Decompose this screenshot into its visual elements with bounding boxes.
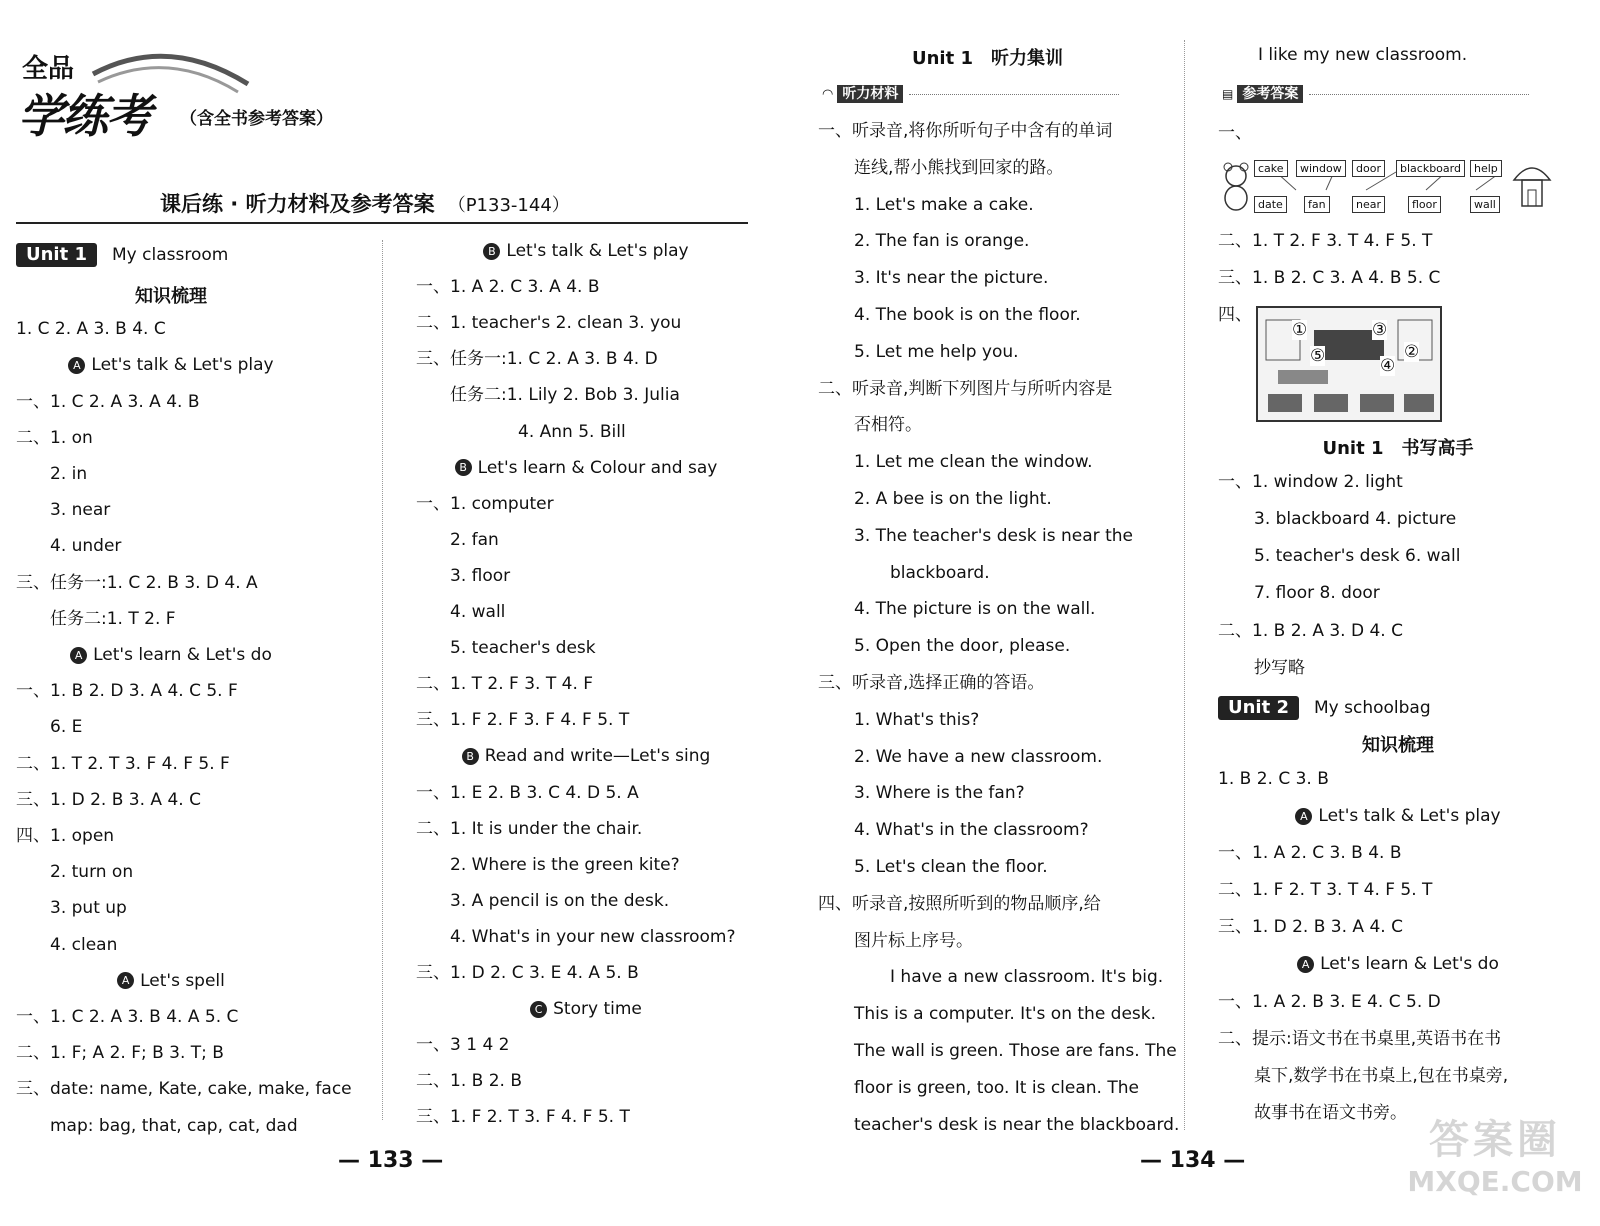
- listening-tag-text: 听力材料: [837, 85, 903, 103]
- col4-answer-2: 二、1. T 2. F 3. T 4. F 5. T: [1218, 231, 1433, 251]
- subsection-heading-text: Let's talk & Let's play: [506, 241, 689, 261]
- text-line: 二、1. teacher's 2. clean 3. you: [416, 313, 682, 334]
- text-line: 二、听录音,判断下列图片与所听内容是: [818, 378, 1113, 399]
- word-bottom-1: date: [1254, 196, 1287, 213]
- text-line: 二、1. It is under the chair.: [416, 818, 643, 839]
- col-divider-2: [1184, 40, 1185, 1130]
- text-line: blackboard.: [890, 562, 990, 583]
- unit1-badge: Unit 1: [16, 243, 97, 267]
- subsection-heading-text: Let's learn & Colour and say: [477, 457, 718, 478]
- subsection-heading-text: Story time: [553, 999, 642, 1020]
- logo-top-text: 全品: [22, 54, 75, 84]
- col-divider-1: [382, 240, 383, 1120]
- text-line: 2. A bee is on the light.: [854, 489, 1052, 509]
- subsection-heading: [416, 457, 756, 479]
- section-mark-icon: A: [1297, 956, 1314, 973]
- subsection-heading: [416, 998, 756, 1020]
- subsection-heading-text: Read and write—Let's sing: [484, 746, 711, 767]
- section-mark-icon: B: [462, 748, 479, 765]
- text-line: 抄写略: [1254, 657, 1305, 678]
- section-heading: Unit 1 书写高手: [1322, 438, 1474, 459]
- text-line: 4. clean: [50, 934, 118, 955]
- text-line: 4. What's in your new classroom?: [450, 926, 736, 947]
- text-line: 一、1. E 2. B 3. C 4. D 5. A: [416, 782, 639, 803]
- subsection-heading-text: Let's learn & Let's do: [1320, 954, 1499, 975]
- text-line: 三、1. F 2. T 3. F 4. F 5. T: [416, 1107, 630, 1128]
- text-line: 5. Let's clean the floor.: [854, 857, 1048, 877]
- text-line: 4. wall: [450, 602, 506, 622]
- watermark-bottom: MXQE.COM: [1407, 1165, 1583, 1198]
- text-line: 四、听录音,按照所听到的物品顺序,给: [818, 893, 1101, 914]
- tag-dotted-line: [909, 94, 1119, 95]
- text-line: 5. Let me help you.: [854, 341, 1019, 362]
- text-line: 5. teacher's desk 6. wall: [1254, 546, 1461, 567]
- text-line: 一、1. window 2. light: [1218, 472, 1403, 493]
- tag-dotted-line-2: [1309, 94, 1529, 95]
- section-mark-icon: A: [68, 357, 85, 374]
- text-line: 四、1. open: [16, 826, 115, 846]
- pic-number-4: ④: [1380, 356, 1396, 376]
- text-line: 一、1. computer: [416, 493, 554, 514]
- subsection-heading: [16, 970, 326, 992]
- pic-number-5: ⑤: [1310, 346, 1326, 366]
- col4-q4-label: 四、: [1218, 305, 1252, 325]
- text-line: 3. near: [50, 500, 111, 521]
- answer-tag-text: 参考答案: [1237, 85, 1303, 103]
- text-line: 1. Let's make a cake.: [854, 194, 1034, 215]
- section-heading: 知识梳理: [1362, 734, 1434, 756]
- classroom-picture: [1256, 306, 1442, 422]
- text-line: floor is green, too. It is clean. The: [854, 1077, 1139, 1098]
- word-bottom-4: floor: [1408, 196, 1441, 213]
- text-line: 二、1. T 2. T 3. F 4. F 5. F: [16, 753, 230, 774]
- text-line: 桌下,数学书在书桌上,包在书桌旁,: [1254, 1065, 1509, 1086]
- text-line: 5. Open the door, please.: [854, 636, 1071, 657]
- logo-note: （含全书参考答案）: [180, 109, 333, 129]
- pic-number-3: ③: [1372, 320, 1388, 340]
- section-mark-icon: A: [1295, 808, 1312, 825]
- text-line: 1. C 2. A 3. B 4. C: [16, 319, 166, 340]
- text-line: 1. Let me clean the window.: [854, 452, 1093, 473]
- text-line: 二、1. B 2. A 3. D 4. C: [1218, 620, 1403, 641]
- text-line: 三、date: name, Kate, cake, make, face: [16, 1079, 352, 1100]
- text-line: 三、1. D 2. B 3. A 4. C: [1218, 917, 1403, 938]
- text-line: 三、任务一:1. C 2. A 3. B 4. D: [416, 349, 658, 370]
- text-line: The wall is green. Those are fans. The: [854, 1041, 1177, 1061]
- word-bottom-3: near: [1352, 196, 1385, 213]
- text-line: 2. in: [50, 464, 88, 484]
- text-line: 3. The teacher's desk is near the: [854, 525, 1133, 546]
- text-line: 1. B 2. C 3. B: [1218, 768, 1329, 789]
- page-title-text: 课后练 · 听力材料及参考答案: [160, 192, 435, 216]
- col4-top-line: I like my new classroom.: [1258, 45, 1468, 65]
- text-line: 4. What's in the classroom?: [854, 820, 1089, 841]
- text-line: 图片标上序号。: [854, 930, 973, 951]
- section-mark-icon: C: [530, 1001, 547, 1018]
- section-mark-icon: A: [70, 647, 87, 664]
- text-line: 3. floor: [450, 565, 511, 586]
- word-top-1: cake: [1254, 160, 1288, 177]
- logo-main-text: 学练考: [18, 89, 150, 143]
- mushroom-house-icon: [1510, 156, 1554, 212]
- col-1: [16, 240, 376, 1140]
- word-top-5: help: [1470, 160, 1502, 177]
- page-number-134: — 134 —: [1140, 1148, 1246, 1173]
- text-line: 2. turn on: [50, 862, 134, 883]
- section-mark-icon: A: [117, 972, 134, 989]
- text-line: 2. fan: [450, 529, 499, 550]
- word-top-4: blackboard: [1396, 160, 1465, 177]
- pic-number-1: ①: [1292, 320, 1308, 340]
- text-line: 一、3 1 4 2: [416, 1035, 510, 1056]
- section-mark-icon: B: [483, 243, 500, 260]
- text-line: 一、1. A 2. C 3. B 4. B: [1218, 843, 1402, 864]
- text-line: 二、1. F 2. T 3. T 4. F 5. T: [1218, 880, 1433, 901]
- unit2-name: My schoolbag: [1314, 697, 1431, 718]
- word-path-diagram: [1218, 150, 1558, 220]
- subsection-heading: [16, 644, 326, 666]
- text-line: This is a computer. It's on the desk.: [854, 1004, 1157, 1025]
- bear-icon: [1218, 162, 1254, 212]
- text-line: 任务二:1. T 2. F: [50, 608, 176, 629]
- subsection-heading: [416, 240, 756, 262]
- subsection-heading-text: Let's spell: [140, 970, 225, 991]
- word-bottom-2: fan: [1304, 196, 1330, 213]
- title-rule: [16, 222, 748, 224]
- text-line: 2. We have a new classroom.: [854, 746, 1103, 767]
- answer-tag: [1222, 85, 1529, 103]
- section-heading: 知识梳理: [135, 286, 207, 307]
- text-line: map: bag, that, cap, cat, dad: [50, 1115, 298, 1136]
- text-line: 一、1. C 2. A 3. A 4. B: [16, 391, 200, 412]
- unit1-name: My classroom: [112, 245, 229, 265]
- book-icon: ▤: [1222, 87, 1234, 101]
- subsection-heading: [1218, 953, 1578, 975]
- text-line: 二、1. B 2. B: [416, 1071, 522, 1092]
- text-line: 一、听录音,将你所听句子中含有的单词: [818, 121, 1113, 141]
- text-line: 故事书在语文书旁。: [1254, 1102, 1407, 1123]
- subsection-heading: [1218, 805, 1578, 827]
- text-line: 7. floor 8. door: [1254, 583, 1380, 604]
- col4-q1-label: 一、: [1218, 123, 1252, 143]
- text-line: 4. Ann 5. Bill: [518, 421, 626, 442]
- pic-number-2: ②: [1404, 342, 1420, 362]
- text-line: 三、1. F 2. F 3. F 4. F 5. T: [416, 710, 630, 731]
- subsection-heading: [16, 354, 326, 376]
- text-line: 否相符。: [854, 415, 922, 436]
- text-line: 三、听录音,选择正确的答语。: [818, 673, 1045, 693]
- text-line: 3. It's near the picture.: [854, 268, 1049, 289]
- text-line: 1. What's this?: [854, 709, 980, 730]
- text-line: 2. The fan is orange.: [854, 231, 1030, 252]
- watermark-top: 答案圈: [1429, 1117, 1561, 1163]
- watermark: [1400, 1108, 1590, 1218]
- text-line: teacher's desk is near the blackboard.: [854, 1114, 1180, 1135]
- text-line: 6. E: [50, 717, 83, 738]
- col4-answer-3: 三、1. B 2. C 3. A 4. B 5. C: [1218, 268, 1441, 288]
- headphone-icon: ◠: [822, 86, 834, 102]
- text-line: 二、1. F; A 2. F; B 3. T; B: [16, 1043, 224, 1064]
- text-line: 3. A pencil is on the desk.: [450, 890, 670, 911]
- text-line: 三、1. D 2. B 3. A 4. C: [16, 789, 201, 810]
- text-line: 4. The book is on the floor.: [854, 305, 1081, 325]
- brand-logo: [18, 44, 348, 144]
- text-line: 4. The picture is on the wall.: [854, 599, 1096, 620]
- unit2-badge: Unit 2: [1218, 696, 1299, 720]
- text-line: 一、1. B 2. D 3. A 4. C 5. F: [16, 681, 238, 702]
- word-top-2: window: [1296, 160, 1346, 177]
- col-2: [416, 240, 756, 1140]
- col-3: [818, 40, 1180, 1140]
- text-line: 三、任务一:1. C 2. B 3. D 4. A: [16, 572, 258, 593]
- word-top-3: door: [1352, 160, 1385, 177]
- text-line: 4. under: [50, 536, 122, 557]
- subsection-heading-text: Let's learn & Let's do: [93, 645, 272, 665]
- page-title: [160, 188, 570, 218]
- text-line: 3. Where is the fan?: [854, 783, 1025, 804]
- text-line: 2. Where is the green kite?: [450, 854, 680, 875]
- section-mark-icon: B: [455, 459, 472, 476]
- text-line: 二、提示:语文书在书桌里,英语书在书: [1218, 1028, 1502, 1049]
- text-line: I have a new classroom. It's big.: [890, 967, 1164, 988]
- text-line: 一、1. C 2. A 3. B 4. A 5. C: [16, 1007, 239, 1027]
- classroom-illustration: [1258, 308, 1440, 420]
- text-line: 3. blackboard 4. picture: [1254, 509, 1457, 530]
- text-line: 任务二:1. Lily 2. Bob 3. Julia: [450, 385, 680, 406]
- listening-tag: [822, 85, 1119, 103]
- page-number-133: — 133 —: [338, 1148, 444, 1173]
- col3-title: Unit 1 听力集训: [912, 48, 1063, 69]
- text-line: 3. put up: [50, 898, 127, 919]
- text-line: 一、1. A 2. C 3. A 4. B: [416, 277, 600, 298]
- subsection-heading-text: Let's talk & Let's play: [91, 355, 274, 376]
- subsection-heading: [416, 745, 756, 767]
- subsection-heading-text: Let's talk & Let's play: [1318, 806, 1501, 826]
- page-range: （P133-144）: [447, 195, 570, 216]
- word-bottom-5: wall: [1470, 196, 1500, 213]
- text-line: 三、1. D 2. C 3. E 4. A 5. B: [416, 963, 639, 983]
- text-line: 连线,帮小熊找到回家的路。: [854, 157, 1064, 178]
- text-line: 5. teacher's desk: [450, 638, 596, 659]
- text-line: 一、1. A 2. B 3. E 4. C 5. D: [1218, 991, 1441, 1012]
- text-line: 二、1. on: [16, 427, 93, 448]
- text-line: 二、1. T 2. F 3. T 4. F: [416, 674, 594, 695]
